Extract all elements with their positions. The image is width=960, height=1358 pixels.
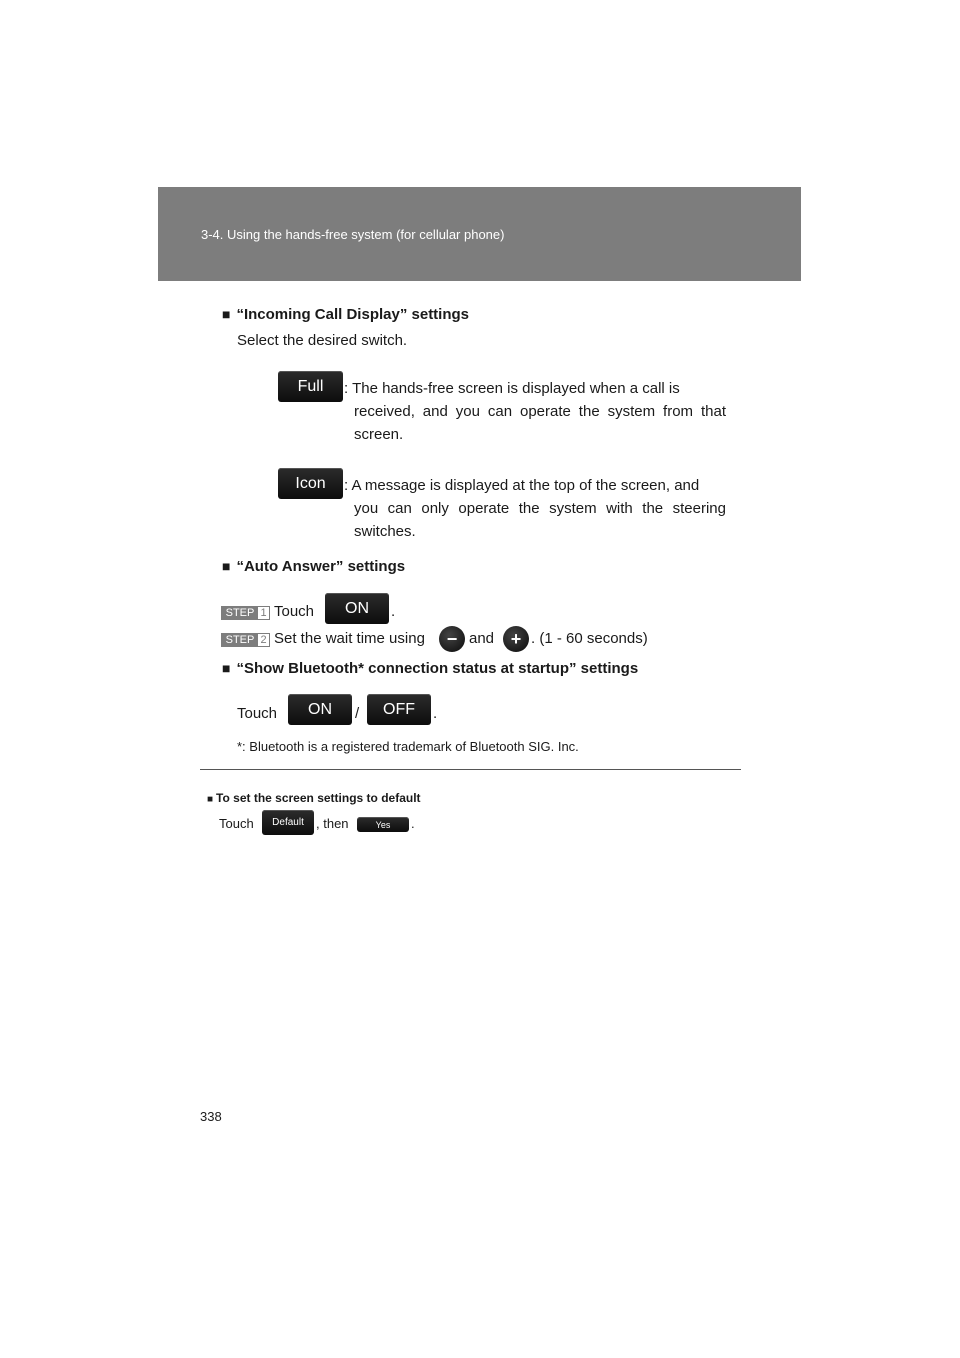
default-button[interactable]: Default bbox=[262, 810, 314, 835]
section-header-band bbox=[158, 187, 801, 281]
auto-answer-heading: ■ “Auto Answer” settings bbox=[222, 558, 406, 575]
step-2-badge: STEP 2 bbox=[221, 633, 270, 647]
plus-icon[interactable]: + bbox=[503, 626, 529, 652]
auto-answer-on-button[interactable]: ON bbox=[325, 593, 389, 624]
incoming-call-heading: ■ “Incoming Call Display” settings bbox=[222, 306, 470, 323]
full-button[interactable]: Full bbox=[278, 371, 343, 402]
bluetooth-touch-text: Touch bbox=[237, 705, 278, 722]
minus-icon[interactable]: − bbox=[439, 626, 465, 652]
icon-button[interactable]: Icon bbox=[278, 468, 343, 499]
bluetooth-on-button[interactable]: ON bbox=[288, 694, 352, 725]
page-number: 338 bbox=[200, 1109, 222, 1124]
step-1-badge: STEP 1 bbox=[221, 606, 270, 620]
yes-button[interactable]: Yes bbox=[357, 817, 409, 832]
icon-description: : A message is displayed at the top of the screen, and you can only operate the system with the steering switches. bbox=[344, 477, 726, 540]
default-note-touch: Touch bbox=[219, 816, 254, 831]
bluetooth-footnote: *: Bluetooth is a registered trademark of Bluetooth SIG. Inc. bbox=[237, 739, 579, 754]
square-bullet-icon: ■ bbox=[222, 306, 231, 322]
section-title: 3-4. Using the hands-free system (for cellular phone) bbox=[201, 227, 505, 242]
default-note-heading: ■ To set the screen settings to default bbox=[207, 791, 421, 805]
full-description: : The hands-free screen is displayed when a call is received, and you can operate the system from that screen. bbox=[344, 380, 726, 443]
square-bullet-icon: ■ bbox=[207, 794, 214, 805]
square-bullet-icon: ■ bbox=[222, 558, 231, 574]
bluetooth-heading: ■ “Show Bluetooth* connection status at startup” settings bbox=[222, 660, 639, 677]
square-bullet-icon: ■ bbox=[222, 660, 231, 676]
incoming-instruction: Select the desired switch. bbox=[237, 332, 408, 349]
step-1-text: Touch bbox=[274, 603, 315, 620]
step-2-text: Set the wait time using bbox=[274, 630, 425, 647]
divider bbox=[200, 769, 741, 770]
bluetooth-off-button[interactable]: OFF bbox=[367, 694, 431, 725]
